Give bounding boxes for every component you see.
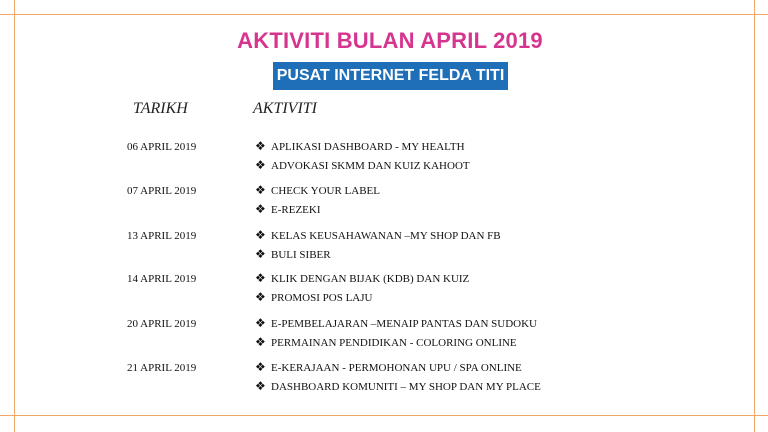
activity-text: BULI SIBER bbox=[271, 249, 331, 261]
diamond-bullet-icon: ❖ bbox=[255, 271, 266, 285]
diamond-bullet-icon: ❖ bbox=[255, 247, 266, 261]
schedule-row bbox=[0, 226, 768, 269]
activity-item bbox=[255, 200, 380, 219]
activity-schedule bbox=[0, 137, 768, 402]
diamond-bullet-icon: ❖ bbox=[255, 228, 266, 242]
activity-item bbox=[255, 288, 469, 307]
activity-text: PERMAINAN PENDIDIKAN - COLORING ONLINE bbox=[271, 337, 517, 349]
row-activities bbox=[255, 314, 537, 352]
activity-text: E-REZEKI bbox=[271, 204, 321, 216]
frame-line-bottom bbox=[0, 415, 768, 416]
diamond-bullet-icon: ❖ bbox=[255, 290, 266, 304]
row-activities bbox=[255, 358, 541, 396]
activity-item bbox=[255, 181, 380, 200]
row-date: 13 APRIL 2019 bbox=[127, 230, 197, 242]
activity-text: APLIKASI DASHBOARD - MY HEALTH bbox=[271, 141, 465, 153]
schedule-row bbox=[0, 358, 768, 402]
activity-item bbox=[255, 333, 537, 352]
row-activities bbox=[255, 226, 501, 264]
diamond-bullet-icon: ❖ bbox=[255, 360, 266, 374]
row-date: 06 APRIL 2019 bbox=[127, 141, 197, 153]
diamond-bullet-icon: ❖ bbox=[255, 158, 266, 172]
diamond-bullet-icon: ❖ bbox=[255, 335, 266, 349]
diamond-bullet-icon: ❖ bbox=[255, 316, 266, 330]
page-title: AKTIVITI BULAN APRIL 2019 bbox=[237, 28, 543, 53]
activity-text: KLIK DENGAN BIJAK (KDB) DAN KUIZ bbox=[271, 273, 470, 285]
activity-item bbox=[255, 314, 537, 333]
diamond-bullet-icon: ❖ bbox=[255, 139, 266, 153]
schedule-row bbox=[0, 314, 768, 358]
subtitle-banner: PUSAT INTERNET FELDA TITI bbox=[273, 62, 508, 90]
row-date: 07 APRIL 2019 bbox=[127, 185, 197, 197]
schedule-row bbox=[0, 269, 768, 314]
row-date: 21 APRIL 2019 bbox=[127, 362, 197, 374]
activity-text: DASHBOARD KOMUNITI – MY SHOP DAN MY PLACE bbox=[271, 381, 541, 393]
activity-item bbox=[255, 137, 470, 156]
row-date: 14 APRIL 2019 bbox=[127, 273, 197, 285]
row-activities bbox=[255, 137, 470, 175]
activity-item bbox=[255, 377, 541, 396]
activity-text: KELAS KEUSAHAWANAN –MY SHOP DAN FB bbox=[271, 230, 501, 242]
activity-text: E-KERAJAAN - PERMOHONAN UPU / SPA ONLINE bbox=[271, 362, 522, 374]
schedule-row bbox=[0, 137, 768, 181]
activity-text: E-PEMBELAJARAN –MENAIP PANTAS DAN SUDOKU bbox=[271, 318, 537, 330]
diamond-bullet-icon: ❖ bbox=[255, 379, 266, 393]
row-date: 20 APRIL 2019 bbox=[127, 318, 197, 330]
diamond-bullet-icon: ❖ bbox=[255, 183, 266, 197]
row-activities bbox=[255, 181, 380, 219]
activity-item bbox=[255, 245, 501, 264]
activity-item bbox=[255, 358, 541, 377]
column-header-date: TARIKH bbox=[133, 100, 188, 117]
column-header-activity: AKTIVITI bbox=[253, 100, 317, 117]
activity-text: PROMOSI POS LAJU bbox=[271, 292, 373, 304]
activity-text: ADVOKASI SKMM DAN KUIZ KAHOOT bbox=[271, 160, 470, 172]
activity-item bbox=[255, 226, 501, 245]
activity-text: CHECK YOUR LABEL bbox=[271, 185, 380, 197]
row-activities bbox=[255, 269, 469, 307]
activity-item bbox=[255, 269, 469, 288]
frame-line-top bbox=[0, 14, 768, 15]
schedule-row bbox=[0, 181, 768, 226]
diamond-bullet-icon: ❖ bbox=[255, 202, 266, 216]
activity-item bbox=[255, 156, 470, 175]
